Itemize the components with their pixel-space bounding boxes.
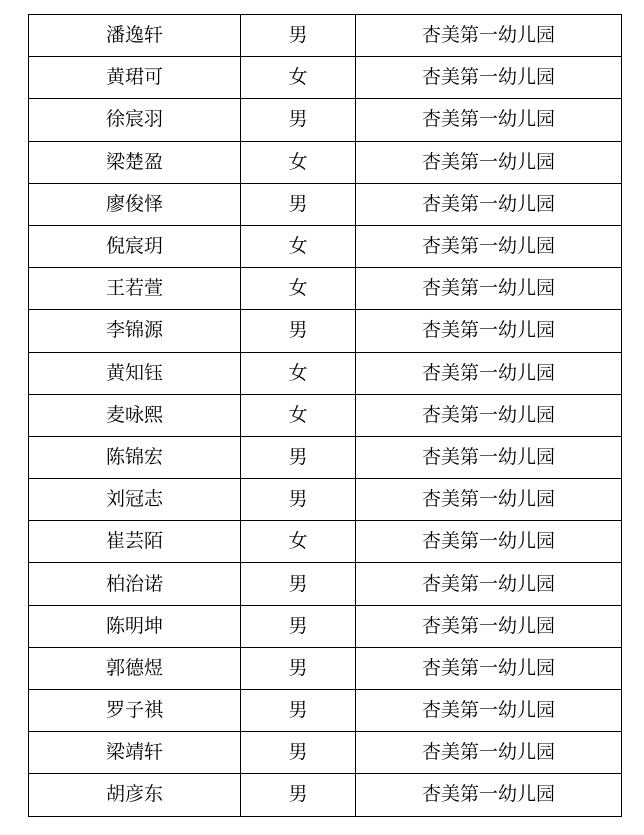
table-row	[29, 268, 622, 310]
school-cell: 杏美第一幼儿园	[356, 774, 622, 816]
school-cell: 杏美第一幼儿园	[356, 605, 622, 647]
school-cell: 杏美第一幼儿园	[356, 690, 622, 732]
roster-body	[29, 15, 622, 817]
gender-cell: 男	[241, 563, 356, 605]
school-cell: 杏美第一幼儿园	[356, 15, 622, 57]
gender-cell: 男	[241, 647, 356, 689]
gender-cell: 男	[241, 436, 356, 478]
name-cell: 黄珺可	[29, 57, 241, 99]
table-row	[29, 57, 622, 99]
school-cell: 杏美第一幼儿园	[356, 479, 622, 521]
name-cell: 廖俊怿	[29, 183, 241, 225]
table-row	[29, 352, 622, 394]
name-cell: 梁楚盈	[29, 141, 241, 183]
gender-cell: 男	[241, 605, 356, 647]
table-row	[29, 183, 622, 225]
school-cell: 杏美第一幼儿园	[356, 647, 622, 689]
gender-cell: 男	[241, 183, 356, 225]
gender-cell: 男	[241, 15, 356, 57]
school-cell: 杏美第一幼儿园	[356, 352, 622, 394]
name-cell: 王若萱	[29, 268, 241, 310]
school-cell: 杏美第一幼儿园	[356, 183, 622, 225]
name-cell: 梁靖轩	[29, 732, 241, 774]
name-cell: 胡彦东	[29, 774, 241, 816]
gender-cell: 男	[241, 774, 356, 816]
school-cell: 杏美第一幼儿园	[356, 732, 622, 774]
table-row	[29, 774, 622, 816]
table-row	[29, 479, 622, 521]
school-cell: 杏美第一幼儿园	[356, 436, 622, 478]
name-cell: 罗子祺	[29, 690, 241, 732]
name-cell: 黄知钰	[29, 352, 241, 394]
table-row	[29, 647, 622, 689]
name-cell: 柏治诺	[29, 563, 241, 605]
name-cell: 潘逸轩	[29, 15, 241, 57]
student-roster-table	[28, 14, 622, 817]
gender-cell: 男	[241, 690, 356, 732]
gender-cell: 女	[241, 225, 356, 267]
table-row	[29, 436, 622, 478]
name-cell: 倪宸玥	[29, 225, 241, 267]
table-row	[29, 99, 622, 141]
gender-cell: 女	[241, 268, 356, 310]
school-cell: 杏美第一幼儿园	[356, 310, 622, 352]
name-cell: 崔芸陌	[29, 521, 241, 563]
school-cell: 杏美第一幼儿园	[356, 141, 622, 183]
school-cell: 杏美第一幼儿园	[356, 57, 622, 99]
gender-cell: 男	[241, 310, 356, 352]
table-row	[29, 690, 622, 732]
gender-cell: 男	[241, 479, 356, 521]
school-cell: 杏美第一幼儿园	[356, 521, 622, 563]
table-row	[29, 521, 622, 563]
school-cell: 杏美第一幼儿园	[356, 225, 622, 267]
name-cell: 徐宸羽	[29, 99, 241, 141]
name-cell: 陈明坤	[29, 605, 241, 647]
gender-cell: 女	[241, 521, 356, 563]
gender-cell: 男	[241, 99, 356, 141]
table-row	[29, 141, 622, 183]
table-row	[29, 15, 622, 57]
name-cell: 郭德煜	[29, 647, 241, 689]
gender-cell: 女	[241, 57, 356, 99]
table-row	[29, 394, 622, 436]
school-cell: 杏美第一幼儿园	[356, 394, 622, 436]
table-row	[29, 563, 622, 605]
table-row	[29, 605, 622, 647]
gender-cell: 女	[241, 394, 356, 436]
school-cell: 杏美第一幼儿园	[356, 563, 622, 605]
gender-cell: 女	[241, 141, 356, 183]
name-cell: 李锦源	[29, 310, 241, 352]
school-cell: 杏美第一幼儿园	[356, 268, 622, 310]
name-cell: 麦咏熙	[29, 394, 241, 436]
table-row	[29, 732, 622, 774]
gender-cell: 男	[241, 732, 356, 774]
gender-cell: 女	[241, 352, 356, 394]
name-cell: 刘冠志	[29, 479, 241, 521]
school-cell: 杏美第一幼儿园	[356, 99, 622, 141]
name-cell: 陈锦宏	[29, 436, 241, 478]
table-row	[29, 225, 622, 267]
table-row	[29, 310, 622, 352]
